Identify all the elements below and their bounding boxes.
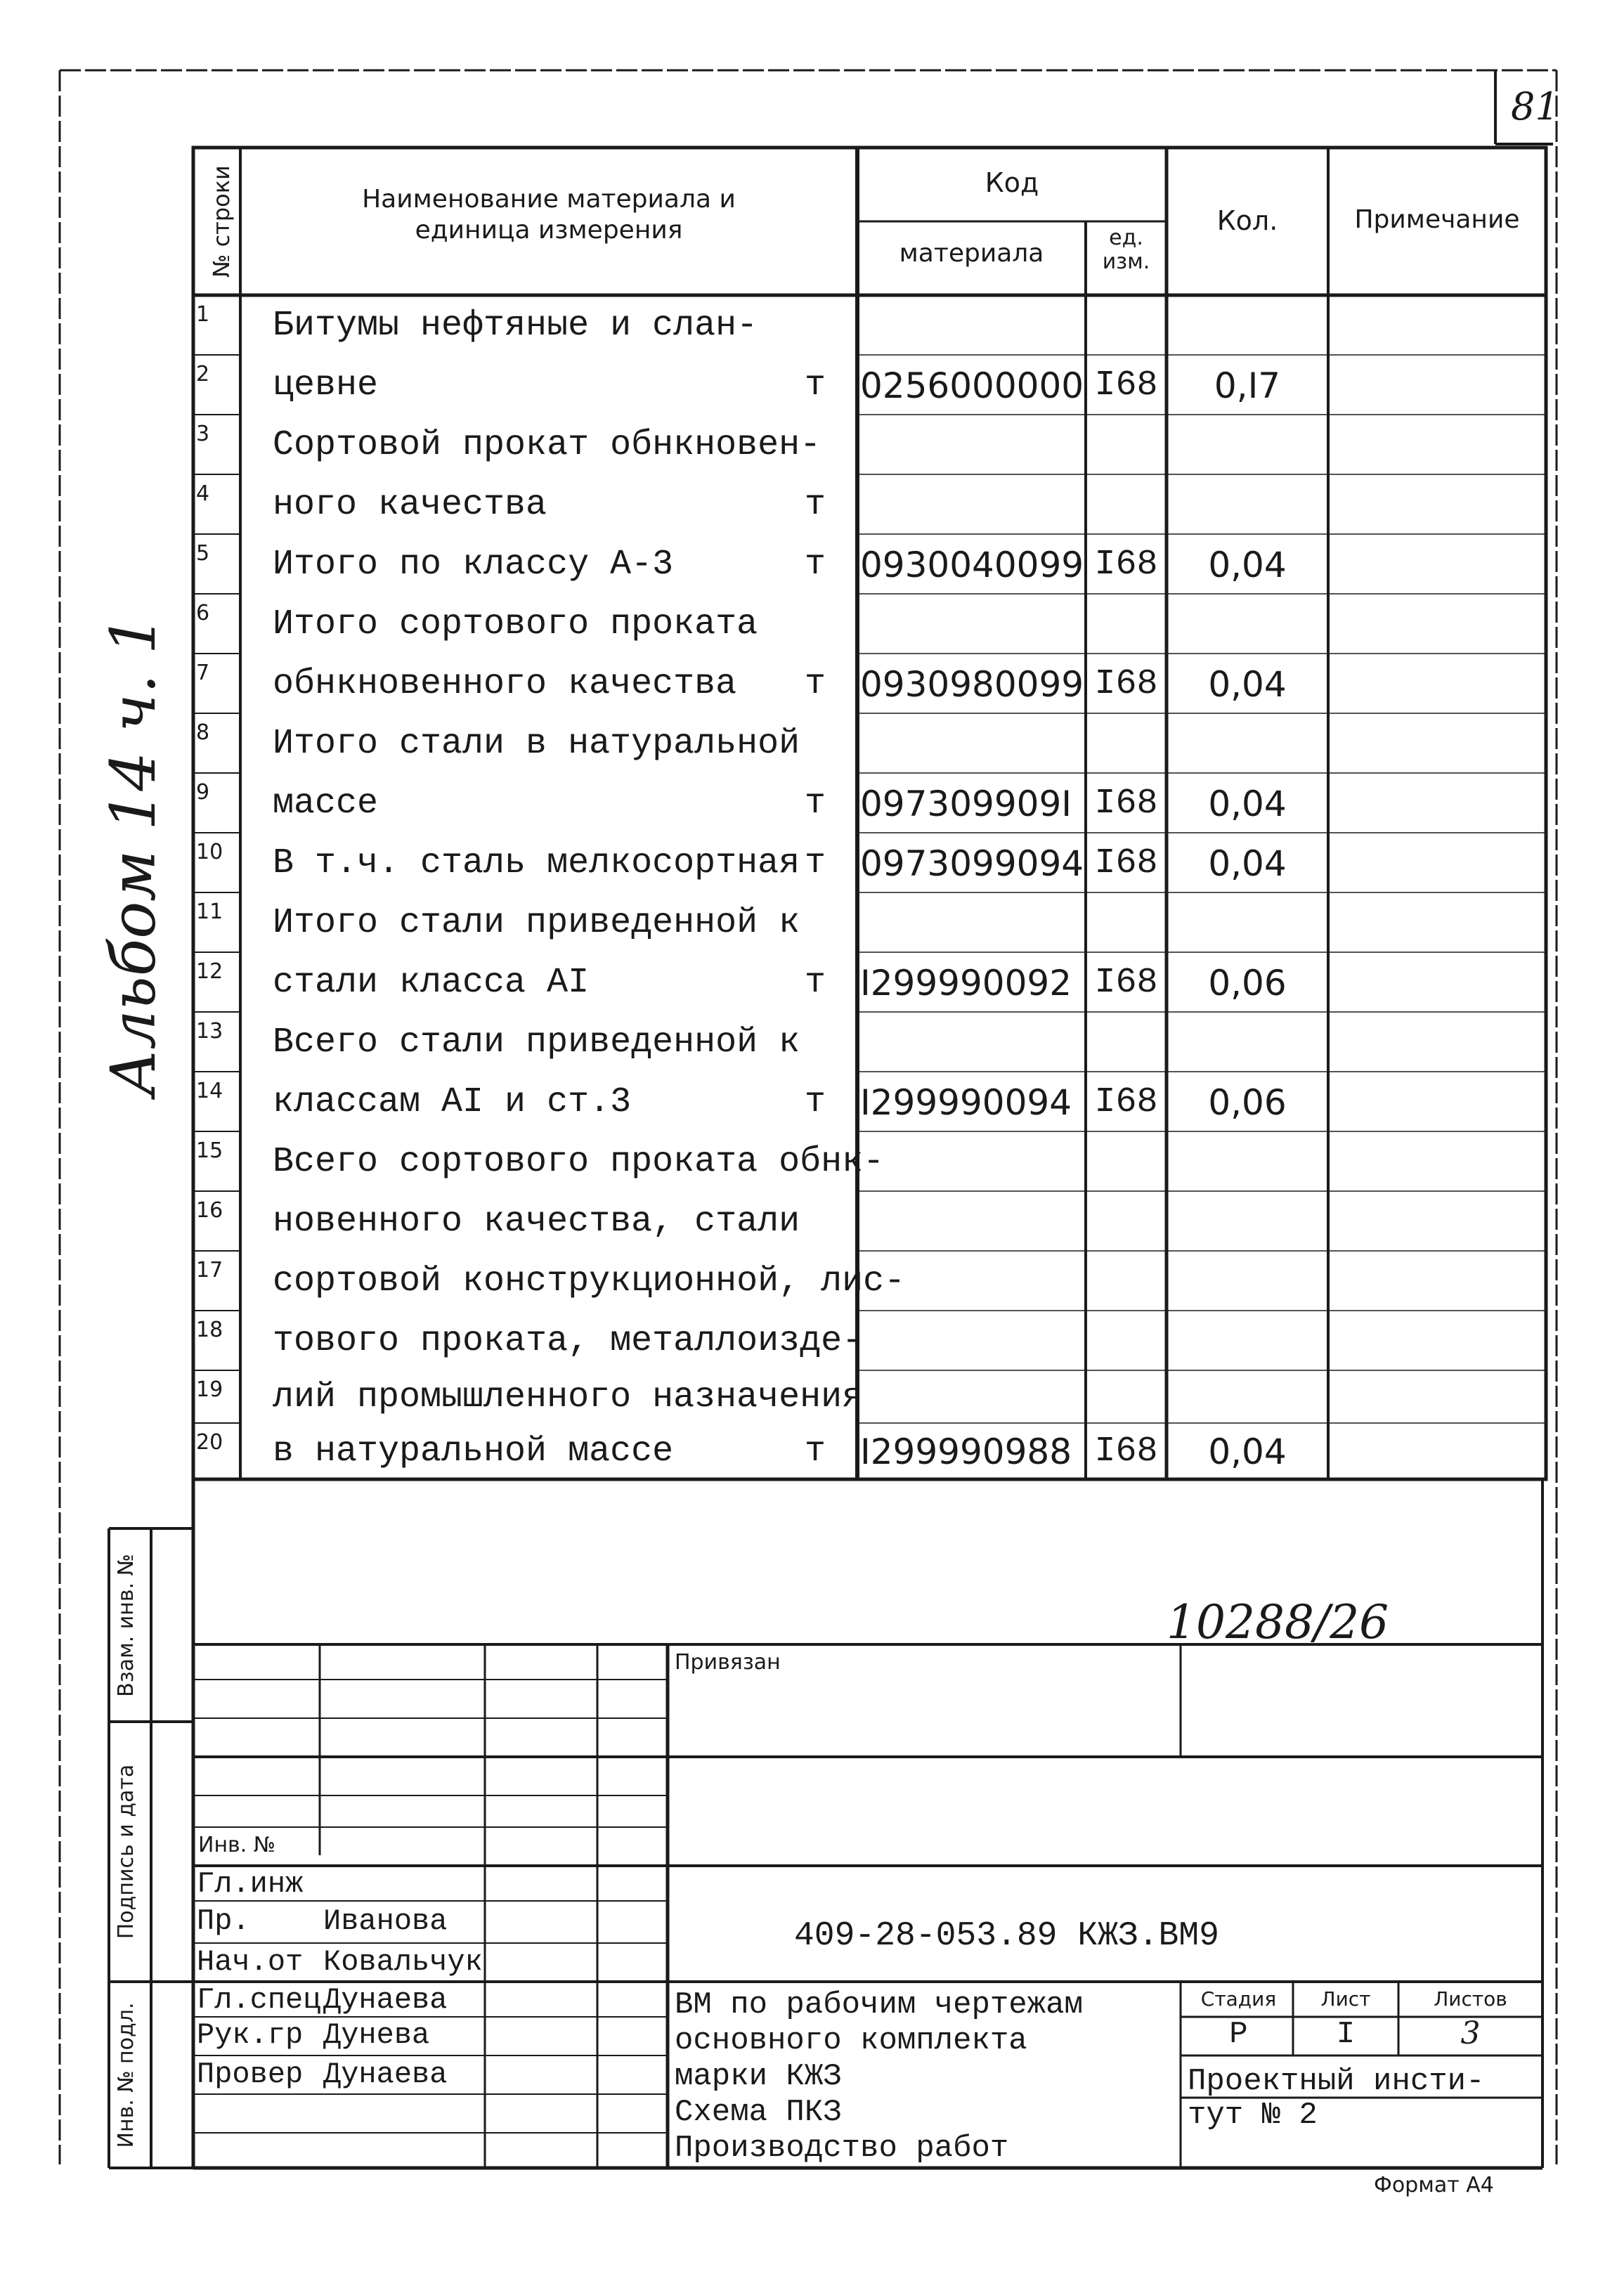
header-row-number: № строки: [208, 165, 235, 278]
row-number: 2: [196, 362, 210, 387]
row-number: 7: [196, 661, 210, 685]
unit-label: т: [805, 962, 826, 1003]
row-number: 9: [196, 780, 210, 805]
signature-name: Иванова: [323, 1904, 448, 1938]
row-number: 16: [196, 1198, 223, 1223]
document-description: [675, 1987, 1083, 2167]
quantity: 0,04: [1208, 843, 1287, 884]
row-number: 6: [196, 601, 210, 625]
unit-code: I68: [1094, 1082, 1158, 1122]
signature-name: Дунаева: [323, 2058, 448, 2091]
sheet-label: Лист: [1320, 1987, 1371, 2011]
row-number: 14: [196, 1079, 223, 1103]
description-line: основного комплекта: [675, 2023, 1027, 2058]
inv-no-label: Инв. №: [198, 1833, 276, 1857]
organization-line: тут № 2: [1188, 2098, 1318, 2133]
material-name: обнкновенного качества: [273, 663, 737, 704]
signature-date-label: Подпись и дата: [114, 1764, 138, 1940]
material-name: сортовой конструкционной, лис-: [273, 1261, 906, 1301]
unit-code: I68: [1094, 962, 1158, 1003]
signature-name: Дунаева: [323, 1983, 448, 2017]
header-code-unit-line2: изм.: [1102, 249, 1150, 274]
material-code: 0973099094: [860, 843, 1084, 884]
row-number: 8: [196, 720, 210, 745]
row-number: 17: [196, 1258, 223, 1282]
signature-role: Гл.спец: [197, 1983, 321, 2017]
material-code: I299990094: [860, 1082, 1072, 1123]
row-number: 15: [196, 1138, 223, 1163]
quantity: 0,04: [1208, 783, 1287, 824]
material-name: стали класса АI: [273, 962, 590, 1003]
quantity: 0,04: [1208, 663, 1287, 705]
row-number: 19: [196, 1377, 223, 1402]
row-number: 5: [196, 541, 210, 566]
album-label: Альбом 14 ч. 1: [97, 615, 169, 1096]
description-line: ВМ по рабочим чертежам: [675, 1987, 1083, 2022]
unit-code: I68: [1094, 1431, 1158, 1472]
quantity: 0,06: [1208, 962, 1287, 1004]
row-number: 20: [196, 1430, 223, 1455]
header-quantity: Кол.: [1216, 205, 1278, 236]
material-code: 097309909I: [860, 783, 1072, 824]
inv-podl-label: Инв. № подл.: [114, 2002, 138, 2148]
material-code: 0256000000: [860, 365, 1084, 406]
material-name: классам АI и ст.3: [273, 1082, 632, 1122]
unit-code: I68: [1094, 843, 1158, 883]
material-name: лий промышленного назначения: [273, 1377, 864, 1417]
organization-line: Проектный инсти-: [1188, 2064, 1485, 2099]
signature-name: Дунева: [323, 2018, 430, 2052]
header-note: Примечание: [1354, 205, 1520, 234]
header-material-name: [240, 184, 857, 246]
material-name: Битумы нефтяные и слан-: [273, 305, 758, 346]
material-name: тового проката, металлоизде-: [273, 1320, 864, 1361]
sheet-value: I: [1336, 2017, 1356, 2052]
row-number: 1: [196, 302, 210, 327]
unit-label: т: [805, 1431, 826, 1472]
registration-number: 10288/26: [1167, 1595, 1389, 1649]
material-name: в натуральной массе: [273, 1431, 674, 1472]
quantity: 0,06: [1208, 1082, 1287, 1123]
sheets-value: 3: [1460, 2015, 1481, 2051]
sheets-label: Листов: [1434, 1987, 1507, 2011]
material-name: ного качества: [273, 484, 547, 525]
row-number: 11: [196, 900, 223, 924]
quantity: 0,04: [1208, 544, 1287, 585]
unit-label: т: [805, 843, 826, 883]
row-number: 10: [196, 840, 223, 864]
stage-value: Р: [1229, 2017, 1248, 2052]
unit-label: т: [805, 1082, 826, 1122]
signature-role: Гл.инж: [197, 1867, 304, 1901]
unit-code: I68: [1094, 663, 1158, 704]
signature-role: Провер: [197, 2058, 304, 2091]
header-material-name-line2: единица измерения: [415, 216, 683, 245]
row-number: 3: [196, 422, 210, 446]
material-name: цевне: [273, 365, 379, 405]
unit-code: I68: [1094, 365, 1158, 405]
unit-label: т: [805, 783, 826, 824]
material-name: В т.ч. сталь мелкосортная: [273, 843, 800, 883]
material-name: Итого стали приведенной к: [273, 902, 800, 943]
description-line: Схема ПКЗ: [675, 2095, 842, 2130]
quantity: 0,I7: [1214, 365, 1281, 406]
quantity: 0,04: [1208, 1431, 1287, 1472]
signature-role: Нач.от: [197, 1945, 304, 1979]
header-code-unit: [1086, 226, 1167, 274]
material-code: I299990988: [860, 1431, 1072, 1472]
material-code: I299990092: [860, 962, 1072, 1004]
header-code-unit-line1: ед.: [1109, 226, 1143, 250]
format-label: Формат А4: [1374, 2173, 1494, 2197]
unit-label: т: [805, 365, 826, 405]
material-code: 0930040099: [860, 544, 1084, 585]
row-number: 13: [196, 1019, 223, 1044]
header-code-material: материала: [899, 239, 1044, 268]
row-number: 4: [196, 481, 210, 506]
unit-label: т: [805, 484, 826, 525]
material-code: 0930980099: [860, 663, 1084, 705]
unit-label: т: [805, 663, 826, 704]
material-name: массе: [273, 783, 379, 824]
unit-code: I68: [1094, 783, 1158, 824]
description-line: Производство работ: [675, 2131, 1009, 2166]
unit-label: т: [805, 544, 826, 585]
vzam-inv-label: Взам. инв. №: [114, 1554, 138, 1697]
header-code: Код: [985, 167, 1039, 198]
material-name: Итого стали в натуральной: [273, 723, 800, 764]
signature-role: Пр.: [197, 1904, 250, 1938]
signature-name: Ковальчук: [323, 1945, 483, 1979]
document-code: 409-28-053.89 КЖЗ.ВМ9: [794, 1917, 1219, 1955]
material-name: Всего сортового проката обнк-: [273, 1141, 885, 1182]
stage-label: Стадия: [1200, 1987, 1277, 2011]
header-material-name-line1: Наименование материала и: [362, 185, 736, 214]
organization: [1188, 2065, 1484, 2132]
page-number: 81: [1511, 84, 1559, 129]
material-name: Итого сортового проката: [273, 604, 758, 644]
row-number: 12: [196, 959, 223, 984]
material-name: Сортовой прокат обнкновен-: [273, 424, 821, 465]
material-name: Итого по классу А-3: [273, 544, 674, 585]
row-number: 18: [196, 1318, 223, 1342]
signature-role: Рук.гр: [197, 2018, 304, 2052]
privyazan-label: Привязан: [675, 1650, 781, 1675]
unit-code: I68: [1094, 544, 1158, 585]
description-line: марки КЖЗ: [675, 2059, 842, 2094]
material-name: Всего стали приведенной к: [273, 1022, 800, 1063]
material-name: новенного качества, стали: [273, 1201, 800, 1242]
